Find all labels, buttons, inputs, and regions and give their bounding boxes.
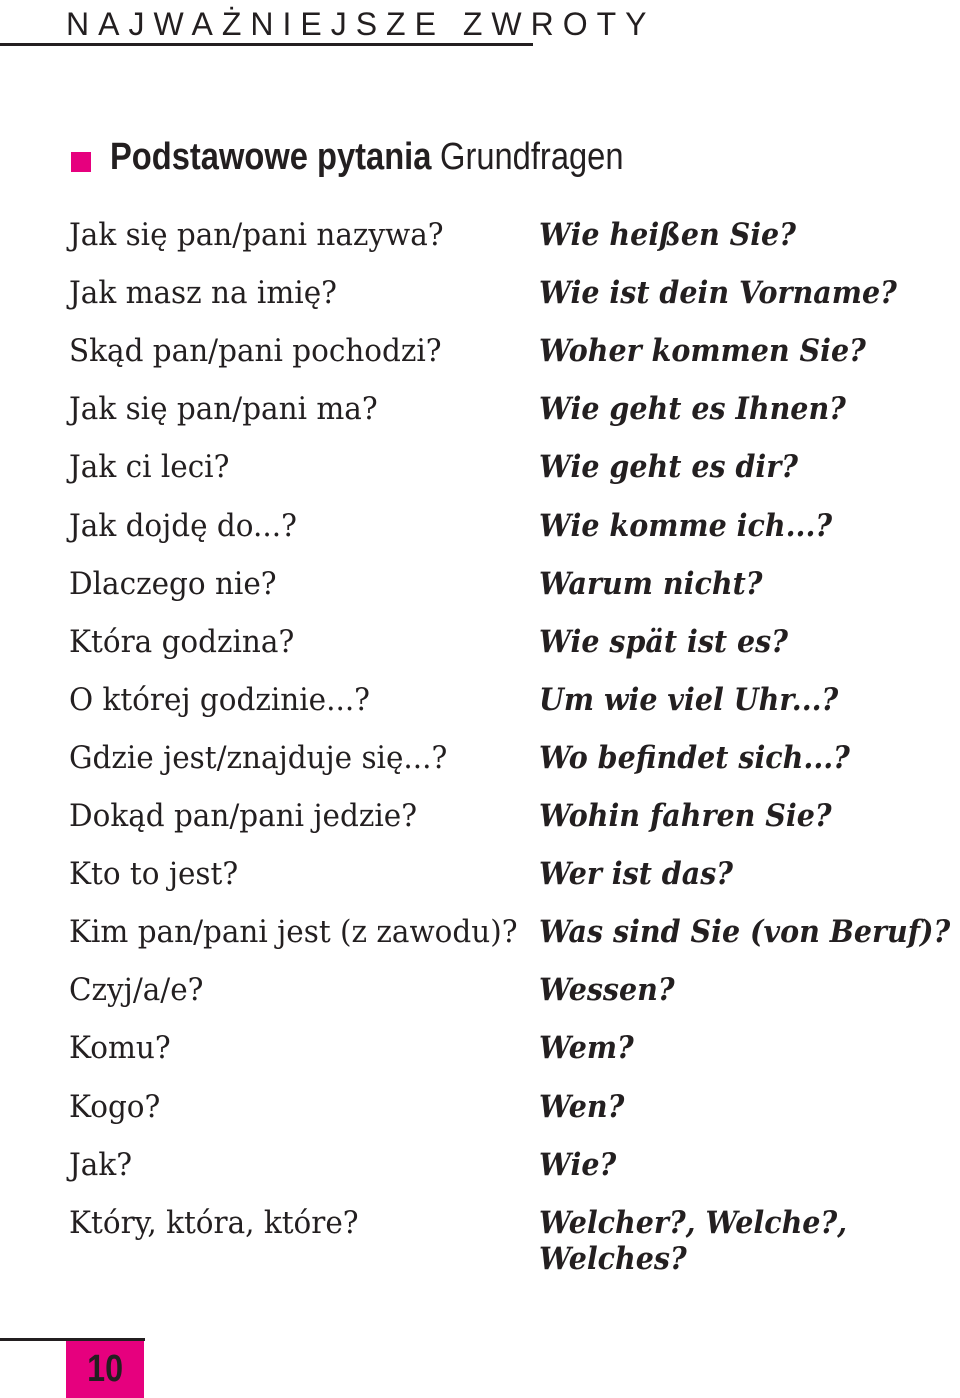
running-header: NAJWAŻNIEJSZE ZWROTY: [66, 6, 656, 42]
phrase-row: [0, 275, 960, 333]
phrase-row: [0, 682, 960, 740]
polish-phrase: Komu?: [69, 1030, 171, 1066]
phrase-row: [0, 1147, 960, 1205]
polish-phrase: Gdzie jest/znajduje się...?: [69, 740, 448, 776]
german-phrase: Wohin fahren Sie?: [539, 798, 832, 834]
polish-phrase: Czyj/a/e?: [69, 972, 204, 1008]
german-phrase: Wie ist dein Vorname?: [539, 275, 897, 311]
polish-phrase: Jak dojdę do...?: [69, 508, 297, 544]
polish-phrase: O której godzinie...?: [69, 682, 370, 718]
german-phrase: Warum nicht?: [539, 566, 763, 602]
phrase-row: [0, 508, 960, 566]
german-phrase: Woher kommen Sie?: [539, 333, 866, 369]
german-phrase: Wie heißen Sie?: [539, 217, 796, 253]
phrase-row: [0, 1089, 960, 1147]
polish-phrase: Jak się pan/pani nazywa?: [69, 217, 444, 253]
polish-phrase: Kim pan/pani jest (z zawodu)?: [69, 914, 518, 950]
polish-phrase: Kto to jest?: [69, 856, 239, 892]
polish-phrase: Jak się pan/pani ma?: [69, 391, 378, 427]
german-phrase: Wie komme ich...?: [539, 508, 833, 544]
german-phrase: Wessen?: [539, 972, 675, 1008]
polish-phrase: Dokąd pan/pani jedzie?: [69, 798, 417, 834]
german-phrase: Wen?: [539, 1089, 625, 1125]
polish-phrase: Kogo?: [69, 1089, 161, 1125]
section-title-de: Grundfragen: [440, 136, 624, 178]
phrase-row: [0, 566, 960, 624]
phrase-row: [0, 333, 960, 391]
german-phrase: Wem?: [539, 1030, 634, 1066]
polish-phrase: Który, która, które?: [69, 1205, 359, 1241]
phrase-row: [0, 391, 960, 449]
polish-phrase: Jak masz na imię?: [69, 275, 337, 311]
german-phrase: Was sind Sie (von Beruf)?: [539, 914, 951, 950]
german-phrase: Welcher?, Welche?, Welches?: [539, 1205, 848, 1277]
phrase-row: [0, 624, 960, 682]
german-phrase: Um wie viel Uhr...?: [539, 682, 839, 718]
section-title-pl: Podstawowe pytania: [110, 136, 432, 178]
phrase-row: [0, 856, 960, 914]
polish-phrase: Która godzina?: [69, 624, 295, 660]
phrase-row: [0, 1205, 960, 1277]
page-number: 10: [87, 1348, 123, 1390]
phrase-row: [0, 217, 960, 275]
phrase-row: [0, 740, 960, 798]
phrase-row: [0, 798, 960, 856]
square-bullet-icon: [71, 152, 91, 172]
polish-phrase: Jak ci leci?: [69, 449, 230, 485]
header-rule: [0, 43, 533, 46]
german-phrase: Wo befindet sich...?: [539, 740, 850, 776]
german-phrase: Wie geht es Ihnen?: [539, 391, 846, 427]
german-phrase: Wie spät ist es?: [539, 624, 788, 660]
section-heading: [110, 136, 624, 179]
phrase-row: [0, 449, 960, 507]
phrase-row: [0, 972, 960, 1030]
polish-phrase: Skąd pan/pani pochodzi?: [69, 333, 442, 369]
page-number-box: [66, 1341, 144, 1398]
german-phrase: Wie geht es dir?: [539, 449, 799, 485]
polish-phrase: Jak?: [69, 1147, 133, 1183]
german-phrase: Wie?: [539, 1147, 617, 1183]
phrase-row: [0, 1030, 960, 1088]
phrase-row: [0, 914, 960, 972]
polish-phrase: Dlaczego nie?: [69, 566, 277, 602]
german-phrase: Wer ist das?: [539, 856, 733, 892]
